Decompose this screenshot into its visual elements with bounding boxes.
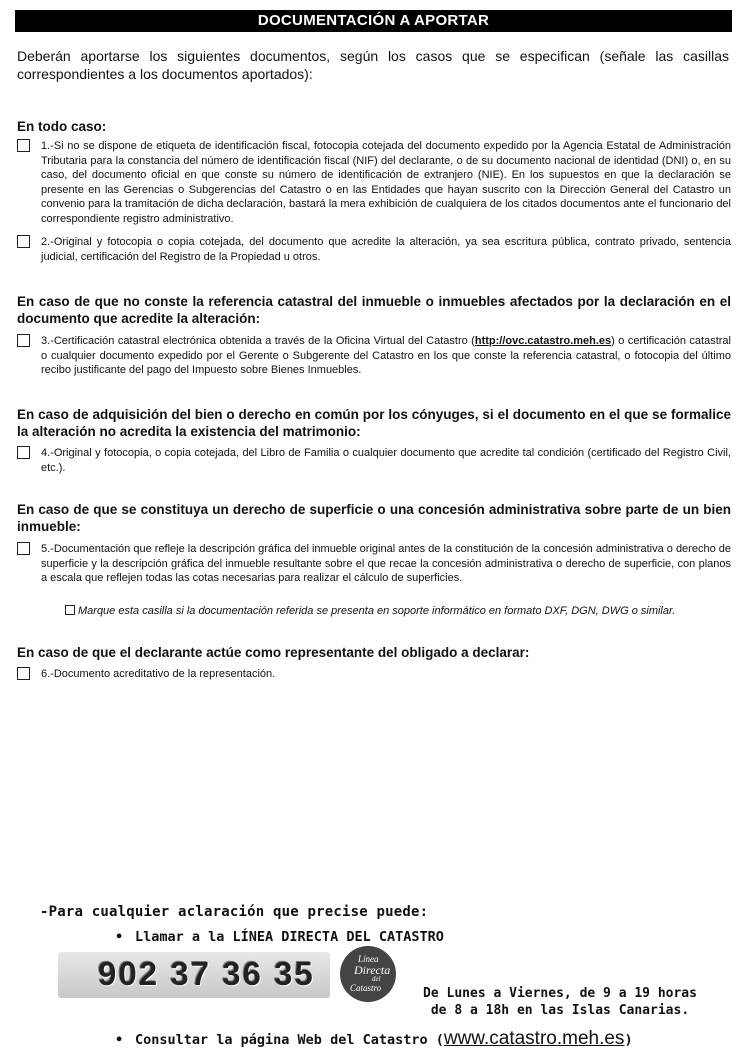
hours-line-2: de 8 a 18h en las Islas Canarias. <box>430 1003 690 1018</box>
checkbox-item-3[interactable] <box>17 334 30 347</box>
footer-web-line <box>115 1028 633 1050</box>
item-5-text: 5.-Documentación que refleje la descripción gráfica del inmueble original antes de la constitución de la concesión administrativa o derecho de superficie y la descripción gráfica del inmueble resultante sobre el que recae la concesión administrativa o derecho de superficie, con planos a escala que reflejen todas las cotas necesarias para realizar el cálculo de superficies. <box>41 543 731 584</box>
footer-intro: -Para cualquier aclaración que precise puede: <box>40 904 429 920</box>
checkbox-item-1[interactable] <box>17 139 30 152</box>
hours-line-1: De Lunes a Viernes, de 9 a 19 horas <box>423 986 697 1001</box>
item-5-sub-option <box>65 604 730 618</box>
item-6-text: 6.-Documento acreditativo de la representación. <box>41 668 276 680</box>
footer-web-text-post: ) <box>624 1032 633 1048</box>
checkbox-item-6[interactable] <box>17 667 30 680</box>
checkbox-item-5-digital[interactable] <box>65 605 75 615</box>
item-5-sub-text: Marque esta casilla si la documentación referida se presenta en soporte informático en formato DXF, DGN, DWG o similar. <box>78 605 676 617</box>
footer-web-text-pre: Consultar la página Web del Catastro ( <box>135 1032 444 1048</box>
catastro-logo <box>340 946 396 1002</box>
heading-representante: En caso de que el declarante actúe como representante del obligado a declarar: <box>17 645 530 660</box>
item-3-text-pre: 3.-Certificación catastral electrónica obtenida a través de la Oficina Virtual del Catastro ( <box>41 335 475 347</box>
bullet-icon: • <box>115 929 124 945</box>
item-2-text: 2.-Original y fotocopia o copia cotejada, del documento que acredite la alteración, ya sea escritura pública, contrato privado, sentencia judicial, certificación del Registro de la Propiedad u otros. <box>41 236 731 263</box>
item-4-text: 4.-Original y fotocopia, o copia cotejada, del Libro de Familia o cualquier documento que acredite tal condición (certificado del Registro Civil, etc.). <box>41 447 731 474</box>
phone-number: 902 37 36 35 <box>98 955 315 992</box>
list-item-4 <box>17 446 731 475</box>
bullet-icon: • <box>115 1032 124 1048</box>
item-3-text-post: ) o certificación catastral o cualquier documento expedido por el Gerente o Subgerente del Catastro en los que conste la referencia catastral, o fotocopia del último recibo justificante del pago del Impuesto sobre Bienes Inmuebles. <box>41 335 731 376</box>
list-item-3 <box>17 334 731 378</box>
heading-conyuges: En caso de adquisición del bien o derecho en común por los cónyuges, si el documento en el que se formalice la alteración no acredita la existencia del matrimonio: <box>17 407 731 439</box>
checkbox-item-5[interactable] <box>17 542 30 555</box>
footer-call-line <box>115 929 444 945</box>
footer-call-text: Llamar a la LÍNEA DIRECTA DEL CATASTRO <box>135 929 444 945</box>
list-item-6 <box>17 667 731 682</box>
logo-line-4: Catastro <box>350 983 382 993</box>
heading-referencia-catastral: En caso de que no conste la referencia catastral del inmueble o inmuebles afectados por la declaración en el documento que acredite la alteración: <box>17 294 731 326</box>
logo-line-2: Directa <box>354 963 391 977</box>
checkbox-item-2[interactable] <box>17 235 30 248</box>
intro-text: Deberán aportarse los siguientes documentos, según los casos que se especifican (señale las casillas correspondientes a los documentos aportados): <box>17 48 729 82</box>
heading-superficie: En caso de que se constituya un derecho de superficie o una concesión administrativa sobre parte de un bien inmueble: <box>17 502 731 534</box>
section-title: DOCUMENTACIÓN A APORTAR <box>15 10 732 32</box>
item-1-text: 1.-Si no se dispone de etiqueta de identificación fiscal, fotocopia cotejada del documento expedido por la Agencia Estatal de Administración Tributaria para la constancia del número de identificación fiscal (NIF) del declarante, o de su documento nacional de identidad (DNI) o, en su caso, del documento oficial en que conste su número de identificación de extranjero (NIE). En los supuestos en que la declaración se presente en las Gerencias o Subgerencias del Catastro o en las Entidades que hayan suscrito con la Dirección General del Catastro un convenio para la tramitación de dicha declaración, bastará la mera exhibición de cualquiera de los citados documentos ante el funcionario del correspondiente registro administrativo. <box>41 140 731 225</box>
list-item-2 <box>17 235 731 264</box>
list-item-1 <box>17 139 731 226</box>
item-3-text <box>41 334 731 378</box>
list-item-5 <box>17 542 731 586</box>
checkbox-item-4[interactable] <box>17 446 30 459</box>
ovc-link[interactable]: http://ovc.catastro.meh.es <box>474 335 612 347</box>
catastro-web-link[interactable]: www.catastro.meh.es <box>443 1028 625 1049</box>
heading-en-todo-caso: En todo caso: <box>17 119 107 134</box>
logo-line-3: del <box>372 975 381 983</box>
logo-line-1: Línea <box>358 954 379 964</box>
opening-hours <box>410 985 710 1019</box>
